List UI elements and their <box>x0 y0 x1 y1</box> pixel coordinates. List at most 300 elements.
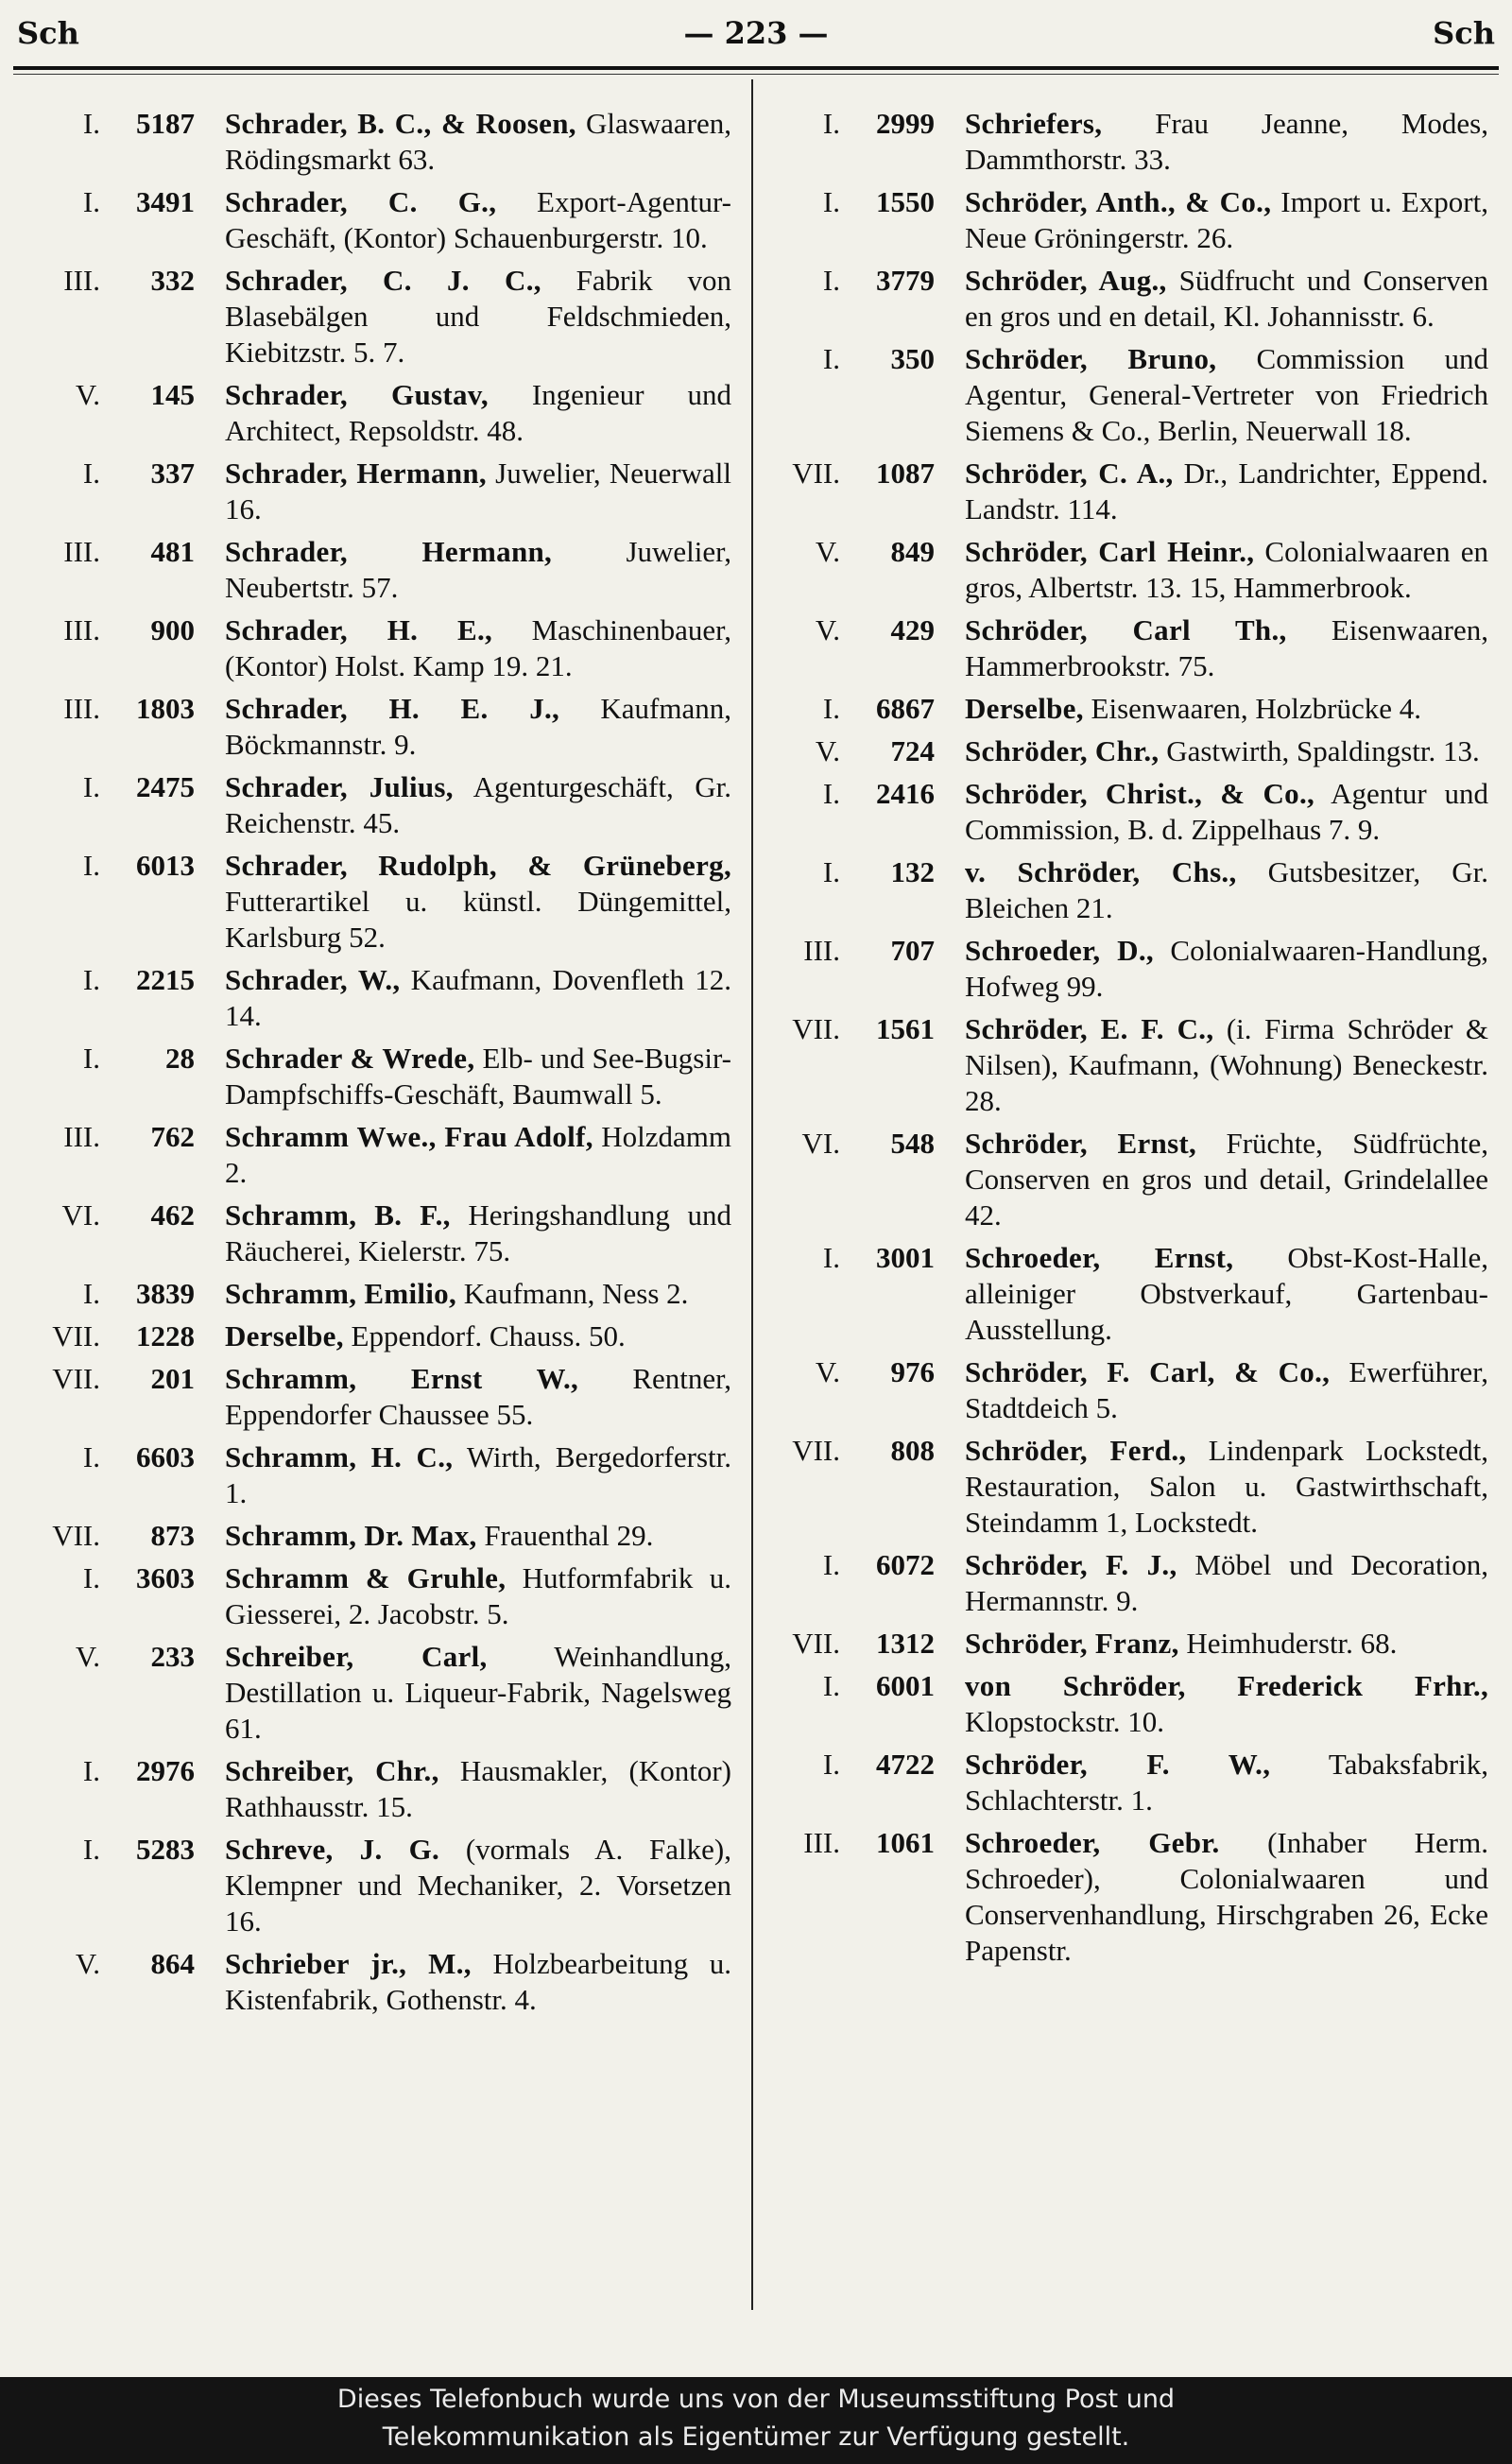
subscriber-details: Lindenpark Lockstedt, Restauration, Salon u. Gastwirthschaft, Steindamm 1, Lockstedt. <box>965 1434 1488 1539</box>
footer-line-2: Telekommunikation als Eigentümer zur Verfügung gestellt. <box>382 2422 1130 2452</box>
entry-text <box>944 1240 1488 1348</box>
exchange-district: I. <box>82 1561 100 1594</box>
phone-number <box>21 1276 204 1312</box>
entry-text <box>204 1518 731 1554</box>
line-number: 3491 <box>136 185 195 218</box>
entry-text <box>944 1668 1488 1740</box>
subscriber-details: (Inhaber Herm. Schroeder), Colonialwaaren und Conservenhandlung, Hirschgraben 26, Ecke Papenstr. <box>965 1826 1488 1967</box>
subscriber-name: Schramm, Ernst W., <box>225 1362 579 1395</box>
exchange-district: I. <box>822 855 840 888</box>
directory-entry <box>761 263 1488 335</box>
subscriber-name: Schröder, Carl Th., <box>965 613 1287 646</box>
subscriber-details: Heimhuderstr. 68. <box>1178 1627 1398 1660</box>
subscriber-name: Schröder, F. J., <box>965 1548 1177 1581</box>
line-number: 2475 <box>136 770 195 803</box>
line-number: 724 <box>890 734 935 767</box>
exchange-district: III. <box>63 613 100 646</box>
exchange-district: VII. <box>792 1012 840 1045</box>
entry-text <box>944 456 1488 527</box>
exchange-district: I. <box>82 1833 100 1866</box>
exchange-district: I. <box>82 457 100 490</box>
subscriber-details: (i. Firma Schröder & Nilsen), Kaufmann, (Wohnung) Beneckestr. 28. <box>965 1012 1488 1117</box>
phone-number <box>761 1547 944 1583</box>
directory-entry <box>761 341 1488 449</box>
entry-text <box>944 733 1488 769</box>
exchange-district: I. <box>82 1754 100 1787</box>
entry-text <box>204 962 731 1034</box>
entry-text <box>204 377 731 449</box>
subscriber-name: Schröder, Franz, <box>965 1627 1179 1660</box>
subscriber-name: Schrader, C. J. C., <box>225 264 541 297</box>
entry-text <box>204 1318 731 1354</box>
subscriber-name: Schroeder, Ernst, <box>965 1241 1234 1274</box>
exchange-district: I. <box>822 107 840 140</box>
directory-entry <box>761 691 1488 727</box>
subscriber-name: Schrader, B. C., & Roosen, <box>225 107 576 140</box>
line-number: 201 <box>150 1362 195 1395</box>
line-number: 6001 <box>876 1669 935 1702</box>
subscriber-name: von Schröder, Frederick Frhr., <box>965 1669 1488 1702</box>
subscriber-name: Schrader, H. E., <box>225 613 493 646</box>
phone-number <box>21 1119 204 1155</box>
phone-number <box>21 184 204 220</box>
subscriber-details: Frauenthal 29. <box>476 1519 654 1552</box>
subscriber-name: Schröder, Ernst, <box>965 1127 1197 1160</box>
entry-text <box>944 1747 1488 1818</box>
page-header <box>13 9 1499 59</box>
directory-entry <box>761 1626 1488 1662</box>
subscriber-name: Schröder, F. W., <box>965 1748 1271 1781</box>
phone-number <box>761 1126 944 1162</box>
directory-entry <box>761 1747 1488 1818</box>
subscriber-name: Schrader, Rudolph, & Grüneberg, <box>225 849 731 882</box>
directory-entry <box>21 534 731 606</box>
entry-text <box>944 776 1488 848</box>
directory-entry <box>21 1041 731 1112</box>
line-number: 1087 <box>876 457 935 490</box>
directory-entry <box>761 776 1488 848</box>
exchange-district: I. <box>822 692 840 725</box>
footer-notice <box>0 2377 1512 2464</box>
subscriber-name: Schröder, F. Carl, & Co., <box>965 1355 1331 1388</box>
subscriber-details: Agentur und Commission, B. d. Zippelhaus 7. 9. <box>965 777 1488 846</box>
line-number: 462 <box>150 1198 195 1232</box>
entry-text <box>204 184 731 256</box>
line-number: 332 <box>150 264 195 297</box>
subscriber-name: Derselbe, <box>965 692 1084 725</box>
left-column <box>21 106 731 2025</box>
entry-text <box>944 263 1488 335</box>
entry-text <box>204 1560 731 1632</box>
directory-entry <box>21 612 731 684</box>
subscriber-name: Schrader, W., <box>225 963 401 996</box>
exchange-district: V. <box>815 1355 840 1388</box>
subscriber-details: Früchte, Südfrüchte, Conserven en gros und detail, Grindelallee 42. <box>965 1127 1489 1232</box>
exchange-district: V. <box>815 734 840 767</box>
directory-entry <box>761 534 1488 606</box>
directory-entry <box>21 769 731 841</box>
phone-number <box>21 263 204 299</box>
phone-number <box>761 1354 944 1390</box>
line-number: 481 <box>150 535 195 568</box>
line-number: 28 <box>165 1042 195 1075</box>
header-rule-thin <box>13 74 1499 75</box>
exchange-district: VII. <box>52 1319 100 1353</box>
entry-text <box>944 1011 1488 1119</box>
exchange-district: III. <box>803 1826 840 1859</box>
entry-text <box>944 1433 1488 1541</box>
exchange-district: V. <box>815 613 840 646</box>
directory-entry <box>21 1198 731 1269</box>
subscriber-details: Möbel und Decoration, Hermannstr. 9. <box>965 1548 1488 1617</box>
right-column <box>761 106 1488 1975</box>
exchange-district: V. <box>75 1640 100 1673</box>
directory-entry <box>21 1361 731 1433</box>
subscriber-details: Holzbearbeitung u. Kistenfabrik, Gothenstr. 4. <box>225 1947 731 2016</box>
line-number: 864 <box>150 1947 195 1980</box>
subscriber-details: Ewerführer, Stadtdeich 5. <box>965 1355 1488 1424</box>
directory-entry <box>761 184 1488 256</box>
phone-number <box>21 691 204 727</box>
line-number: 2976 <box>136 1754 195 1787</box>
directory-entry <box>761 933 1488 1005</box>
directory-entry <box>21 263 731 370</box>
entry-text <box>944 184 1488 256</box>
entry-text <box>204 456 731 527</box>
subscriber-name: Schröder, E. F. C., <box>965 1012 1214 1045</box>
subscriber-name: Schröder, Aug., <box>965 264 1167 297</box>
line-number: 233 <box>150 1640 195 1673</box>
phone-number <box>21 1753 204 1789</box>
phone-number <box>761 776 944 812</box>
line-number: 145 <box>150 378 195 411</box>
exchange-district: VII. <box>792 1627 840 1660</box>
phone-number <box>761 933 944 969</box>
exchange-district: I. <box>822 777 840 810</box>
subscriber-details: Rentner, Eppendorfer Chaussee 55. <box>225 1362 731 1431</box>
subscriber-name: Schrader, C. G., <box>225 185 497 218</box>
subscriber-details: Colonialwaaren en gros, Albertstr. 13. 15, Hammerbrook. <box>965 535 1488 604</box>
phone-number <box>21 1361 204 1397</box>
phone-number <box>21 534 204 570</box>
phone-number <box>21 612 204 648</box>
exchange-district: VII. <box>52 1519 100 1552</box>
entry-text <box>204 1753 731 1825</box>
exchange-district: VII. <box>792 1434 840 1467</box>
exchange-district: I. <box>822 1548 840 1581</box>
phone-number <box>761 1011 944 1047</box>
subscriber-details: Ingenieur und Architect, Repsoldstr. 48. <box>225 378 731 447</box>
entry-text <box>944 1825 1488 1969</box>
phone-number <box>761 263 944 299</box>
subscriber-details: Hausmakler, (Kontor) Rathhausstr. 15. <box>225 1754 731 1823</box>
directory-entry <box>21 691 731 763</box>
line-number: 5187 <box>136 107 195 140</box>
subscriber-name: Schröder, Christ., & Co., <box>965 777 1315 810</box>
phone-number <box>21 456 204 491</box>
exchange-district: V. <box>75 378 100 411</box>
subscriber-details: Agenturgeschäft, Gr. Reichenstr. 45. <box>225 770 731 839</box>
line-number: 5283 <box>136 1833 195 1866</box>
phone-number <box>21 377 204 413</box>
entry-text <box>204 263 731 370</box>
phone-number <box>21 1832 204 1868</box>
entry-text <box>944 1626 1488 1662</box>
phone-number <box>761 184 944 220</box>
footer-line-1: Dieses Telefonbuch wurde uns von der Museumsstiftung Post und <box>336 2385 1176 2414</box>
exchange-district: III. <box>63 264 100 297</box>
line-number: 976 <box>890 1355 935 1388</box>
exchange-district: I. <box>822 1748 840 1781</box>
phone-number <box>21 1041 204 1077</box>
exchange-district: I. <box>822 342 840 375</box>
header-left-keyword: Sch <box>17 15 79 51</box>
line-number: 350 <box>890 342 935 375</box>
header-rule <box>13 66 1499 70</box>
phone-number <box>761 341 944 377</box>
entry-text <box>944 1354 1488 1426</box>
directory-entry <box>761 106 1488 178</box>
subscriber-details: Gastwirth, Spaldingstr. 13. <box>1159 734 1480 767</box>
exchange-district: I. <box>82 1277 100 1310</box>
exchange-district: I. <box>822 185 840 218</box>
subscriber-name: Schroeder, Gebr. <box>965 1826 1220 1859</box>
phone-number <box>761 1668 944 1704</box>
subscriber-details: Juwelier, Neubertstr. 57. <box>225 535 731 604</box>
subscriber-details: Südfrucht und Conserven en gros und en detail, Kl. Johannisstr. 6. <box>965 264 1488 333</box>
entry-text <box>204 1439 731 1511</box>
entry-text <box>204 106 731 178</box>
directory-entry <box>761 854 1488 926</box>
subscriber-name: Schrader, Hermann, <box>225 457 487 490</box>
entry-text <box>204 534 731 606</box>
entry-text <box>204 769 731 841</box>
directory-entry <box>21 1639 731 1747</box>
subscriber-name: Schriefers, <box>965 107 1103 140</box>
subscriber-name: Schreiber, Chr., <box>225 1754 439 1787</box>
exchange-district: III. <box>63 535 100 568</box>
entry-text <box>204 1119 731 1191</box>
subscriber-name: Schramm Wwe., Frau Adolf, <box>225 1120 593 1153</box>
line-number: 2416 <box>876 777 935 810</box>
phone-number <box>761 1747 944 1783</box>
directory-entry <box>21 1518 731 1554</box>
phone-number <box>21 1198 204 1233</box>
exchange-district: VI. <box>61 1198 100 1232</box>
directory-entry <box>761 1011 1488 1119</box>
line-number: 2215 <box>136 963 195 996</box>
phone-number <box>21 1639 204 1675</box>
entry-text <box>944 612 1488 684</box>
exchange-district: III. <box>63 692 100 725</box>
exchange-district: I. <box>82 1440 100 1473</box>
exchange-district: III. <box>63 1120 100 1153</box>
line-number: 3839 <box>136 1277 195 1310</box>
phone-number <box>761 456 944 491</box>
subscriber-name: Schramm, Dr. Max, <box>225 1519 477 1552</box>
subscriber-name: Schröder, C. A., <box>965 457 1174 490</box>
phone-number <box>21 1518 204 1554</box>
directory-entry <box>761 1668 1488 1740</box>
exchange-district: I. <box>822 264 840 297</box>
phone-number <box>21 848 204 884</box>
exchange-district: I. <box>82 770 100 803</box>
directory-entry <box>21 456 731 527</box>
entry-text <box>204 1946 731 2018</box>
entry-text <box>944 854 1488 926</box>
directory-entry <box>761 1825 1488 1969</box>
entry-text <box>944 106 1488 178</box>
subscriber-details: (vormals A. Falke), Klempner und Mechaniker, 2. Vorsetzen 16. <box>225 1833 731 1938</box>
directory-entry <box>761 456 1488 527</box>
subscriber-details: Elb- und See-Bugsir-Dampfschiffs-Geschäft, Baumwall 5. <box>225 1042 731 1111</box>
phone-number <box>761 612 944 648</box>
line-number: 849 <box>890 535 935 568</box>
subscriber-name: Schramm & Gruhle, <box>225 1561 507 1594</box>
phone-number <box>761 691 944 727</box>
subscriber-name: Schröder, Bruno, <box>965 342 1217 375</box>
subscriber-details: Klopstockstr. 10. <box>965 1705 1164 1738</box>
entry-text <box>204 848 731 956</box>
exchange-district: III. <box>803 934 840 967</box>
phone-number <box>761 1240 944 1276</box>
line-number: 3603 <box>136 1561 195 1594</box>
line-number: 762 <box>150 1120 195 1153</box>
subscriber-details: Colonialwaaren-Handlung, Hofweg 99. <box>965 934 1488 1003</box>
directory-entry <box>21 1276 731 1312</box>
line-number: 6013 <box>136 849 195 882</box>
directory-entry <box>761 733 1488 769</box>
phone-number <box>21 962 204 998</box>
subscriber-details: Import u. Export, Neue Gröningerstr. 26. <box>965 185 1488 254</box>
subscriber-details: Juwelier, Neuerwall 16. <box>225 457 731 526</box>
phone-number <box>21 1439 204 1475</box>
line-number: 6603 <box>136 1440 195 1473</box>
entry-text <box>944 341 1488 449</box>
line-number: 3779 <box>876 264 935 297</box>
subscriber-details: Wirth, Bergedorferstr. 1. <box>225 1440 731 1509</box>
exchange-district: I. <box>822 1669 840 1702</box>
line-number: 1228 <box>136 1319 195 1353</box>
subscriber-details: Obst-Kost-Halle, alleiniger Obstverkauf, Gartenbau-Ausstellung. <box>965 1241 1488 1346</box>
line-number: 1561 <box>876 1012 935 1045</box>
subscriber-name: Schrader, H. E. J., <box>225 692 560 725</box>
directory-entry <box>761 612 1488 684</box>
line-number: 337 <box>150 457 195 490</box>
phone-number <box>761 106 944 142</box>
column-divider <box>751 79 753 2310</box>
exchange-district: V. <box>75 1947 100 1980</box>
subscriber-details: Export-Agentur-Geschäft, (Kontor) Schauenburgerstr. 10. <box>225 185 731 254</box>
exchange-district: I. <box>822 1241 840 1274</box>
subscriber-name: Schramm, B. F., <box>225 1198 451 1232</box>
subscriber-name: Schreve, J. G. <box>225 1833 440 1866</box>
line-number: 132 <box>890 855 935 888</box>
subscriber-name: Schroeder, D., <box>965 934 1154 967</box>
entry-text <box>204 1198 731 1269</box>
line-number: 6867 <box>876 692 935 725</box>
exchange-district: V. <box>815 535 840 568</box>
line-number: 429 <box>890 613 935 646</box>
exchange-district: I. <box>82 849 100 882</box>
subscriber-name: Schrader, Julius, <box>225 770 454 803</box>
line-number: 1312 <box>876 1627 935 1660</box>
directory-entry <box>761 1547 1488 1619</box>
subscriber-details: Eisenwaaren, Holzbrücke 4. <box>1083 692 1422 725</box>
subscriber-details: Glaswaaren, Rödingsmarkt 63. <box>225 107 731 176</box>
entry-text <box>944 534 1488 606</box>
subscriber-details: Kaufmann, Dovenfleth 12. 14. <box>225 963 731 1032</box>
subscriber-name: Schrader, Gustav, <box>225 378 489 411</box>
directory-entry <box>761 1126 1488 1233</box>
subscriber-details: Eppendorf. Chauss. 50. <box>343 1319 626 1353</box>
entry-text <box>944 1547 1488 1619</box>
phone-number <box>21 106 204 142</box>
subscriber-name: v. Schröder, Chs., <box>965 855 1237 888</box>
line-number: 1803 <box>136 692 195 725</box>
subscriber-name: Schrader & Wrede, <box>225 1042 475 1075</box>
directory-entry <box>21 1439 731 1511</box>
subscriber-name: Schramm, H. C., <box>225 1440 454 1473</box>
line-number: 1061 <box>876 1826 935 1859</box>
line-number: 873 <box>150 1519 195 1552</box>
subscriber-details: Frau Jeanne, Modes, Dammthorstr. 33. <box>965 107 1488 176</box>
exchange-district: VII. <box>792 457 840 490</box>
phone-number <box>761 1626 944 1662</box>
subscriber-details: Kaufmann, Ness 2. <box>456 1277 689 1310</box>
phone-number <box>761 854 944 890</box>
subscriber-details: Holzdamm 2. <box>225 1120 731 1189</box>
subscriber-details: Tabaksfabrik, Schlachterstr. 1. <box>965 1748 1489 1817</box>
entry-text <box>204 612 731 684</box>
directory-entry <box>761 1240 1488 1348</box>
line-number: 2999 <box>876 107 935 140</box>
phone-number <box>761 733 944 769</box>
directory-entry <box>761 1433 1488 1541</box>
line-number: 548 <box>890 1127 935 1160</box>
subscriber-name: Schrieber jr., M., <box>225 1947 472 1980</box>
directory-entry <box>21 848 731 956</box>
directory-entry <box>21 1560 731 1632</box>
entry-text <box>944 933 1488 1005</box>
entry-text <box>204 1276 731 1312</box>
subscriber-details: Heringshandlung und Räucherei, Kielerstr. 75. <box>225 1198 731 1267</box>
entry-text <box>944 691 1488 727</box>
entry-text <box>204 1832 731 1939</box>
subscriber-details: Futterartikel u. künstl. Düngemittel, Karlsburg 52. <box>225 885 731 954</box>
phone-number <box>761 1433 944 1469</box>
subscriber-details: Commission und Agentur, General-Vertreter von Friedrich Siemens & Co., Berlin, Neuerwall 18. <box>965 342 1488 447</box>
subscriber-details: Weinhandlung, Destillation u. Liqueur-Fabrik, Nagelsweg 61. <box>225 1640 731 1745</box>
line-number: 4722 <box>876 1748 935 1781</box>
directory-entry <box>21 1946 731 2018</box>
entry-text <box>204 1041 731 1112</box>
directory-entry <box>21 184 731 256</box>
line-number: 707 <box>890 934 935 967</box>
entry-text <box>944 1126 1488 1233</box>
directory-entry <box>21 962 731 1034</box>
subscriber-details: Kaufmann, Böckmannstr. 9. <box>225 692 731 761</box>
directory-entry <box>761 1354 1488 1426</box>
line-number: 6072 <box>876 1548 935 1581</box>
subscriber-details: Eisenwaaren, Hammerbrookstr. 75. <box>965 613 1488 682</box>
entry-text <box>204 1361 731 1433</box>
phone-number <box>21 1318 204 1354</box>
directory-entry <box>21 106 731 178</box>
subscriber-name: Schröder, Chr., <box>965 734 1160 767</box>
phone-number <box>761 1825 944 1861</box>
subscriber-details: Gutsbesitzer, Gr. Bleichen 21. <box>965 855 1489 924</box>
